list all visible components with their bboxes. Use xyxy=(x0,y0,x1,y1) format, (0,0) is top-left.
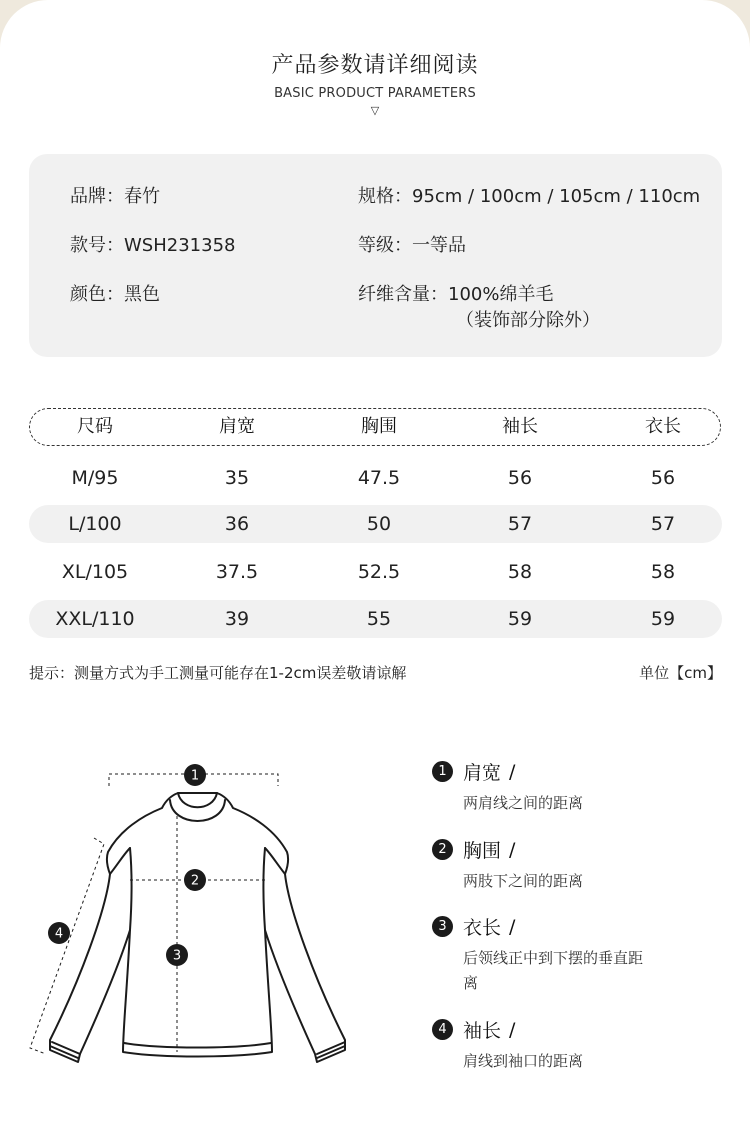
legend-item-length xyxy=(432,913,651,996)
sweater-outline xyxy=(50,793,345,1062)
model-info xyxy=(70,231,235,257)
sleeve-measure-line xyxy=(30,838,104,1054)
color-info xyxy=(70,280,160,306)
legend-name: 袖长 xyxy=(463,1020,502,1042)
grade-label: 等级： xyxy=(358,235,412,256)
marker-3 xyxy=(166,944,188,966)
legend-description: 后领线正中到下摆的垂直距离 xyxy=(463,949,644,992)
fiber-value: 100%绵羊毛 xyxy=(448,284,554,305)
svg-text:2: 2 xyxy=(190,873,200,889)
table-cell: 56 xyxy=(507,467,533,489)
fiber-note: （装饰部分除外） xyxy=(456,310,600,331)
legend-name: 胸围 xyxy=(463,840,502,862)
table-cell: 37.5 xyxy=(215,561,259,583)
legend-item-sleeve xyxy=(432,1016,663,1074)
legend-description: 两肩线之间的距离 xyxy=(463,794,584,812)
model-label: 款号： xyxy=(70,235,124,256)
table-cell: 52.5 xyxy=(357,561,401,583)
fiber-info xyxy=(358,280,553,306)
table-cell: 36 xyxy=(224,513,250,535)
brand-value: 春竹 xyxy=(124,186,160,207)
header-shoulder: 肩宽 xyxy=(219,416,255,437)
table-cell: XXL/110 xyxy=(55,608,135,630)
legend-description: 肩线到袖口的距离 xyxy=(463,1052,584,1070)
header-size: 尺码 xyxy=(77,416,113,437)
header-sleeve: 袖长 xyxy=(502,416,538,437)
table-cell: 58 xyxy=(650,561,676,583)
spec-label: 规格： xyxy=(358,186,412,207)
table-cell: 59 xyxy=(507,608,533,630)
table-cell: 35 xyxy=(224,467,250,489)
legend-slash: / xyxy=(509,915,516,938)
sweater-diagram xyxy=(20,740,380,1080)
brand-info xyxy=(70,182,160,208)
header-length: 衣长 xyxy=(645,416,681,437)
table-cell: 50 xyxy=(366,513,392,535)
spec-value: 95cm / 100cm / 105cm / 110cm xyxy=(412,186,701,207)
table-cell: M/95 xyxy=(71,467,119,489)
legend-name: 衣长 xyxy=(463,917,502,939)
table-cell: 57 xyxy=(507,513,533,535)
number-badge-icon: 1 xyxy=(432,761,453,782)
down-triangle-icon: ▽ xyxy=(370,104,380,117)
svg-text:4: 4 xyxy=(54,926,64,942)
grade-value: 一等品 xyxy=(412,235,466,256)
legend-name: 肩宽 xyxy=(463,762,502,784)
color-value: 黑色 xyxy=(124,284,160,305)
grade-info xyxy=(358,231,466,257)
svg-text:3: 3 xyxy=(172,948,182,964)
svg-text:1: 1 xyxy=(190,768,200,784)
number-badge-icon: 2 xyxy=(432,839,453,860)
marker-1 xyxy=(184,764,206,786)
legend-item-shoulder xyxy=(432,758,663,816)
number-badge-icon: 4 xyxy=(432,1019,453,1040)
page-subtitle: BASIC PRODUCT PARAMETERS xyxy=(274,86,476,101)
spec-info xyxy=(358,182,700,208)
parameter-panel xyxy=(29,154,722,357)
table-cell: XL/105 xyxy=(61,561,129,583)
table-cell: 39 xyxy=(224,608,250,630)
unit-label: 单位【cm】 xyxy=(639,664,722,682)
measurement-tip: 提示：测量方式为手工测量可能存在1-2cm误差敬请谅解 xyxy=(29,664,407,682)
color-label: 颜色： xyxy=(70,284,124,305)
brand-label: 品牌： xyxy=(70,186,124,207)
legend-slash: / xyxy=(509,838,516,861)
header-chest: 胸围 xyxy=(361,416,397,437)
legend-slash: / xyxy=(509,1018,516,1041)
table-cell: 59 xyxy=(650,608,676,630)
table-cell: 57 xyxy=(650,513,676,535)
legend-description: 两肢下之间的距离 xyxy=(463,872,584,890)
table-cell: 56 xyxy=(650,467,676,489)
table-cell: 47.5 xyxy=(357,467,401,489)
page-title: 产品参数请详细阅读 xyxy=(271,53,479,78)
table-cell: L/100 xyxy=(68,513,122,535)
legend-slash: / xyxy=(509,760,516,783)
table-cell: 55 xyxy=(366,608,392,630)
number-badge-icon: 3 xyxy=(432,916,453,937)
table-cell: 58 xyxy=(507,561,533,583)
legend-item-chest xyxy=(432,836,663,894)
fiber-label: 纤维含量： xyxy=(358,284,448,305)
marker-4 xyxy=(48,922,70,944)
marker-2 xyxy=(184,869,206,891)
model-value: WSH231358 xyxy=(124,235,236,256)
